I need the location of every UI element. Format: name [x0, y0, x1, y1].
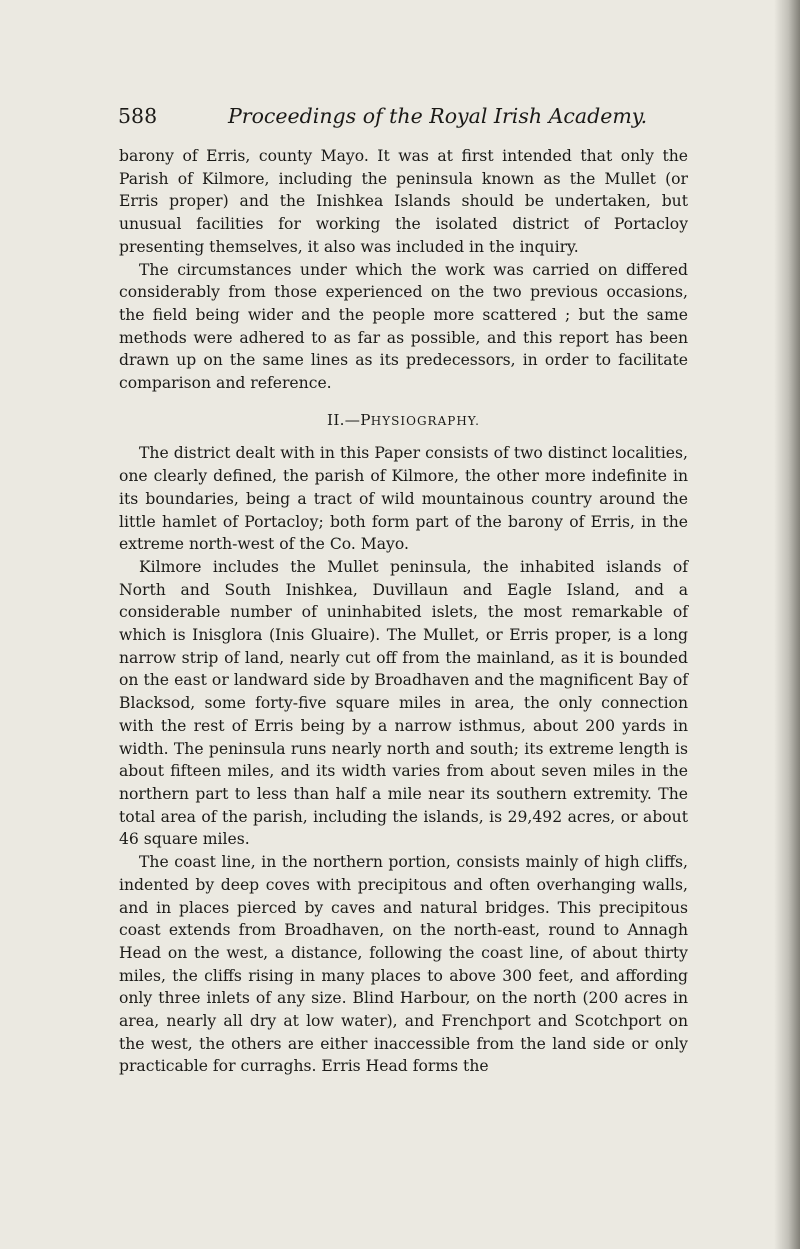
paragraph-3: The district dealt with in this Paper consists of two distinct localities, one clearly defined, the parish of Kilmore, the other more indefinite in its boundaries, being a tract of wild mountainous country around the little hamlet of Portacloy; both form part of the barony of Erris, in the extreme north-west of the Co. Mayo.: [119, 444, 688, 554]
paragraph-2: The circumstances under which the work was carried on differed considerably from those experienced on the two previous occasions, the field being wider and the people more scattered ; but the same methods were adhered to as far as possible, and this report has been drawn up on the same lines as its predecessors, in order to facilitate comparison and reference.: [119, 260, 688, 393]
paragraph-4: Kilmore includes the Mullet peninsula, the inhabited islands of North and South Inishkea, Duvillaun and Eagle Island, and a considerable number of uninhabited islets, the most remarkable of which is Inisglora (Inis Gluaire). The Mullet, or Erris proper, is a long narrow strip of land, nearly cut off from the mainland, as it is bounded on the east or landward side by Broadhaven and the magnificent Bay of Blacksod, some forty-five square miles in area, the only connection with the rest of Erris being by a narrow isthmus, about 200 yards in width. The peninsula runs nearly north and south; its extreme length is about fifteen miles, and its width varies from about seven miles in the northern part to less than half a mile near its southern extremity. The total area of the parish, including the islands, is 29,492 acres, or about 46 square miles.: [119, 557, 688, 849]
paragraph-5: The coast line, in the northern portion, consists mainly of high cliffs, indented by deep coves with precipitous and often overhanging walls, and in places pierced by caves and natural bridges. This precipitous coast extends from Broadhaven, on the north-east, round to Annagh Head on the west, a distance, following the coast line, of about thirty miles, the cliffs rising in many places to above 300 feet, and affording only three inlets of any size. Blind Harbour, on the north (200 acres in area, nearly all dry at low water), and Frenchport and Scotchport on the west, the others are either inaccessible from the land side or only practicable for curraghs. Erris Head forms the: [119, 853, 688, 1076]
section-heading: [119, 409, 688, 433]
page-header: [118, 104, 718, 134]
section-heading-rest: HYSIOGRAPHY.: [370, 413, 480, 428]
body-text: [119, 145, 688, 1078]
paragraph-1: barony of Erris, county Mayo. It was at first intended that only the Parish of Kilmore, including the peninsula known as the Mullet (or Erris proper) and the Inishkea Islands should be undertaken, but unusual facilities for working the isolated district of Portacloy presenting themselves, it also was included in the inquiry.: [119, 147, 688, 256]
section-heading-number: II.—: [327, 410, 361, 429]
running-title: Proceedings of the Royal Irish Academy.: [228, 104, 648, 128]
section-heading-initial: P: [360, 410, 371, 429]
page-edge-shadow: [774, 0, 800, 1249]
page-number: 588: [118, 104, 158, 128]
